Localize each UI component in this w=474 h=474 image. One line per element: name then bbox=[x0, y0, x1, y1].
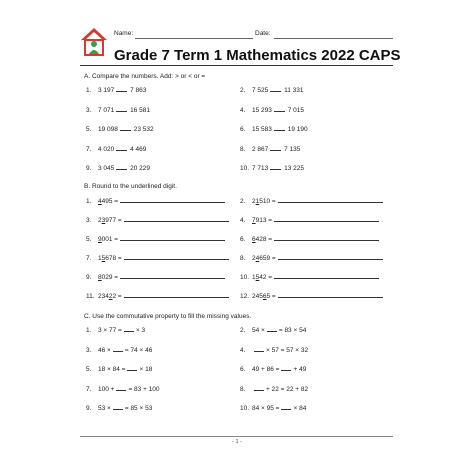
question-number: 4. bbox=[240, 217, 246, 224]
commutative-item bbox=[240, 384, 308, 393]
compare-item bbox=[240, 105, 304, 114]
question-number: 4. bbox=[240, 106, 246, 114]
right-number: 7 015 bbox=[287, 106, 304, 114]
question-number: 7. bbox=[86, 255, 92, 262]
question-number: 9. bbox=[86, 405, 92, 412]
number-prefix: 1 bbox=[252, 274, 256, 281]
left-number: 19 098 bbox=[98, 126, 118, 133]
commutative-item bbox=[86, 345, 152, 354]
equation-part-a: 84 × 95 = bbox=[252, 405, 280, 412]
rounding-number bbox=[98, 217, 122, 224]
equation-part-a: 18 × 84 = bbox=[98, 366, 126, 373]
compare-item bbox=[240, 124, 308, 133]
right-number: 13 225 bbox=[284, 165, 304, 172]
rounding-number bbox=[252, 255, 276, 262]
rounding-number bbox=[98, 274, 118, 281]
question-number: 1. bbox=[86, 327, 92, 334]
question-number: 9. bbox=[86, 274, 92, 281]
equation-part-b: = 74 × 46 bbox=[124, 346, 153, 354]
commutative-item bbox=[86, 364, 152, 373]
compare-answer-blank[interactable] bbox=[270, 85, 281, 92]
right-number: 11 331 bbox=[284, 87, 304, 94]
question-number: 12. bbox=[240, 293, 250, 300]
number-suffix: 913 = bbox=[255, 217, 273, 224]
missing-value-blank[interactable] bbox=[113, 345, 123, 352]
left-number: 3 045 bbox=[98, 165, 115, 172]
number-prefix: 2 bbox=[98, 217, 102, 224]
right-number: 19 190 bbox=[287, 126, 308, 133]
question-number: 3. bbox=[86, 217, 92, 224]
underlined-digit: 1 bbox=[255, 198, 260, 205]
underlined-digit: 7 bbox=[252, 217, 256, 224]
question-number: 10. bbox=[240, 274, 250, 281]
rounding-answer-line[interactable] bbox=[278, 291, 383, 298]
left-number: 7 071 bbox=[98, 106, 115, 114]
rounding-answer-line[interactable] bbox=[120, 234, 225, 241]
number-prefix: 2 bbox=[252, 255, 256, 262]
commutative-item bbox=[240, 325, 306, 334]
left-number: 2 867 bbox=[252, 145, 269, 153]
equation-part-b: × 3 bbox=[135, 327, 146, 334]
number-suffix: 659 = bbox=[259, 255, 276, 262]
question-number: 2. bbox=[240, 327, 246, 334]
missing-value-blank[interactable] bbox=[124, 325, 134, 332]
worksheet-title: Grade 7 Term 1 Mathematics 2022 CAPS bbox=[114, 47, 401, 64]
right-number: 23 532 bbox=[133, 126, 154, 133]
rounding-number bbox=[252, 236, 272, 243]
rounding-answer-line[interactable] bbox=[124, 291, 229, 298]
rounding-number bbox=[252, 217, 272, 224]
left-number: 15 583 bbox=[252, 126, 272, 133]
number-suffix: 5 = bbox=[266, 293, 276, 300]
underlined-digit: 4 bbox=[255, 255, 260, 262]
rounding-item bbox=[86, 215, 229, 224]
name-field-line[interactable] bbox=[135, 38, 253, 39]
number-suffix: 001 = bbox=[101, 236, 119, 243]
question-number: 5. bbox=[86, 236, 92, 243]
underlined-digit: 4 bbox=[98, 198, 102, 205]
rounding-item bbox=[86, 272, 225, 281]
compare-answer-blank[interactable] bbox=[120, 124, 131, 131]
compare-answer-blank[interactable] bbox=[270, 163, 281, 170]
equation-part-a: 54 × bbox=[252, 327, 265, 334]
question-number: 11. bbox=[86, 293, 95, 300]
question-number: 7. bbox=[86, 385, 92, 393]
question-number: 8. bbox=[240, 145, 246, 153]
page-number: - 1 - bbox=[232, 439, 242, 445]
section-a-heading: A. Compare the numbers. Add: > or < or = bbox=[84, 73, 206, 80]
commutative-item bbox=[86, 403, 152, 412]
rounding-item bbox=[240, 291, 383, 300]
rounding-answer-line[interactable] bbox=[120, 272, 225, 279]
missing-value-blank[interactable] bbox=[127, 364, 137, 371]
name-label: Name: bbox=[114, 30, 134, 37]
missing-value-blank[interactable] bbox=[254, 384, 264, 391]
commutative-item bbox=[240, 364, 306, 373]
number-suffix: 029 = bbox=[101, 274, 119, 281]
compare-item bbox=[86, 124, 154, 133]
compare-item bbox=[86, 144, 146, 153]
number-suffix: 428 = bbox=[255, 236, 273, 243]
rounding-number bbox=[98, 255, 122, 262]
commutative-item bbox=[86, 325, 145, 334]
left-number: 7 525 bbox=[252, 87, 269, 94]
compare-answer-blank[interactable] bbox=[116, 144, 127, 151]
question-number: 10. bbox=[240, 165, 250, 172]
underlined-digit: 8 bbox=[98, 274, 102, 281]
question-number: 8. bbox=[240, 385, 246, 393]
rounding-item bbox=[86, 253, 229, 262]
number-suffix: 2 = bbox=[112, 293, 122, 300]
number-suffix: 678 = bbox=[105, 255, 122, 262]
question-number: 2. bbox=[240, 87, 246, 94]
underlined-digit: 9 bbox=[98, 236, 102, 243]
number-prefix: 2 bbox=[252, 198, 256, 205]
rounding-item bbox=[240, 253, 383, 262]
compare-answer-blank[interactable] bbox=[270, 144, 281, 151]
number-suffix: 510 = bbox=[259, 198, 276, 205]
rounding-item bbox=[240, 215, 379, 224]
equation-part-a: 49 + 86 = bbox=[252, 366, 280, 373]
rounding-number bbox=[252, 274, 272, 281]
left-number: 4 020 bbox=[98, 145, 115, 153]
equation-part-a: 53 × bbox=[98, 405, 111, 412]
compare-answer-blank[interactable] bbox=[274, 105, 285, 112]
rounding-answer-line[interactable] bbox=[274, 215, 379, 222]
compare-answer-blank[interactable] bbox=[116, 105, 127, 112]
right-number: 4 469 bbox=[130, 145, 147, 153]
compare-item bbox=[86, 163, 150, 172]
compare-answer-blank[interactable] bbox=[116, 163, 127, 170]
rounding-answer-line[interactable] bbox=[278, 196, 383, 203]
missing-value-blank[interactable] bbox=[281, 364, 291, 371]
compare-item bbox=[86, 105, 150, 114]
underlined-digit: 6 bbox=[262, 293, 267, 300]
question-number: 3. bbox=[86, 346, 92, 354]
commutative-item bbox=[240, 403, 306, 412]
equation-part-b: + 49 bbox=[293, 366, 307, 373]
rounding-answer-line[interactable] bbox=[124, 215, 229, 222]
left-number: 7 713 bbox=[252, 165, 269, 172]
rounding-number bbox=[252, 293, 276, 300]
title-rule bbox=[80, 65, 393, 66]
question-number: 6. bbox=[240, 366, 246, 373]
underlined-digit: 3 bbox=[101, 217, 106, 224]
compare-item bbox=[240, 85, 304, 94]
number-suffix: 977 = bbox=[105, 217, 122, 224]
equation-part-b: = 83 + 100 bbox=[128, 385, 160, 393]
question-number: 1. bbox=[86, 87, 92, 94]
number-prefix: 245 bbox=[252, 293, 263, 300]
section-c-heading: C. Use the commutative property to fill the missing values. bbox=[84, 313, 252, 320]
question-number: 9. bbox=[86, 165, 92, 172]
equation-part-b: × 18 bbox=[139, 366, 153, 373]
number-suffix: 495 = bbox=[101, 198, 119, 205]
rounding-answer-line[interactable] bbox=[278, 253, 383, 260]
underlined-digit: 5 bbox=[255, 274, 260, 281]
underlined-digit: 6 bbox=[252, 236, 256, 243]
footer-rule bbox=[80, 436, 393, 437]
question-number: 5. bbox=[86, 366, 92, 373]
equation-part-b: × 84 bbox=[293, 405, 307, 412]
rounding-number bbox=[98, 293, 122, 300]
equation-part-b: + 22 = 22 + 82 bbox=[266, 385, 309, 393]
rounding-number bbox=[98, 198, 118, 205]
rounding-item bbox=[240, 196, 383, 205]
question-number: 8. bbox=[240, 255, 246, 262]
equation-part-b: = 85 × 53 bbox=[124, 405, 153, 412]
missing-value-blank[interactable] bbox=[254, 345, 264, 352]
right-number: 20 229 bbox=[130, 165, 150, 172]
rounding-answer-line[interactable] bbox=[274, 234, 379, 241]
rounding-item bbox=[86, 196, 225, 205]
rounding-answer-line[interactable] bbox=[274, 272, 379, 279]
right-number: 16 581 bbox=[130, 106, 150, 114]
missing-value-blank[interactable] bbox=[116, 384, 126, 391]
compare-answer-blank[interactable] bbox=[274, 124, 285, 131]
question-number: 6. bbox=[240, 126, 246, 133]
missing-value-blank[interactable] bbox=[113, 403, 123, 410]
compare-item bbox=[240, 144, 300, 153]
right-number: 7 135 bbox=[284, 145, 301, 153]
rounding-answer-line[interactable] bbox=[124, 253, 229, 260]
question-number: 2. bbox=[240, 198, 246, 205]
question-number: 3. bbox=[86, 106, 92, 114]
question-number: 6. bbox=[240, 236, 246, 243]
compare-item bbox=[240, 163, 304, 172]
underlined-digit: 2 bbox=[108, 293, 113, 300]
rounding-item bbox=[240, 272, 379, 281]
underlined-digit: 5 bbox=[101, 255, 106, 262]
left-number: 15 293 bbox=[252, 106, 272, 114]
missing-value-blank[interactable] bbox=[267, 325, 277, 332]
question-number: 1. bbox=[86, 198, 92, 205]
compare-answer-blank[interactable] bbox=[116, 85, 127, 92]
question-number: 10. bbox=[240, 405, 250, 412]
equation-part-b: = 83 × 54 bbox=[278, 327, 307, 334]
number-prefix: 234 bbox=[98, 293, 109, 300]
equation-part-a: 3 × 77 = bbox=[98, 327, 122, 334]
question-number: 7. bbox=[86, 145, 92, 153]
number-suffix: 42 = bbox=[259, 274, 273, 281]
rounding-answer-line[interactable] bbox=[120, 196, 225, 203]
commutative-item bbox=[240, 345, 308, 354]
compare-item bbox=[86, 85, 146, 94]
equation-part-a: 100 + bbox=[98, 385, 115, 393]
section-b-heading: B. Round to the underlined digit. bbox=[84, 183, 177, 190]
number-prefix: 1 bbox=[98, 255, 102, 262]
school-house-logo-icon bbox=[80, 27, 108, 57]
rounding-number bbox=[98, 236, 118, 243]
rounding-item bbox=[240, 234, 379, 243]
rounding-number bbox=[252, 198, 276, 205]
missing-value-blank[interactable] bbox=[281, 403, 291, 410]
date-label: Date: bbox=[255, 30, 271, 37]
rounding-item bbox=[86, 291, 229, 300]
right-number: 7 863 bbox=[130, 87, 147, 94]
rounding-item bbox=[86, 234, 225, 243]
left-number: 3 197 bbox=[98, 87, 115, 94]
question-number: 4. bbox=[240, 346, 246, 354]
equation-part-a: 46 × bbox=[98, 346, 111, 354]
equation-part-b: × 57 = 57 × 32 bbox=[266, 346, 309, 354]
question-number: 5. bbox=[86, 126, 92, 133]
date-field-line[interactable] bbox=[274, 38, 393, 39]
commutative-item bbox=[86, 384, 160, 393]
